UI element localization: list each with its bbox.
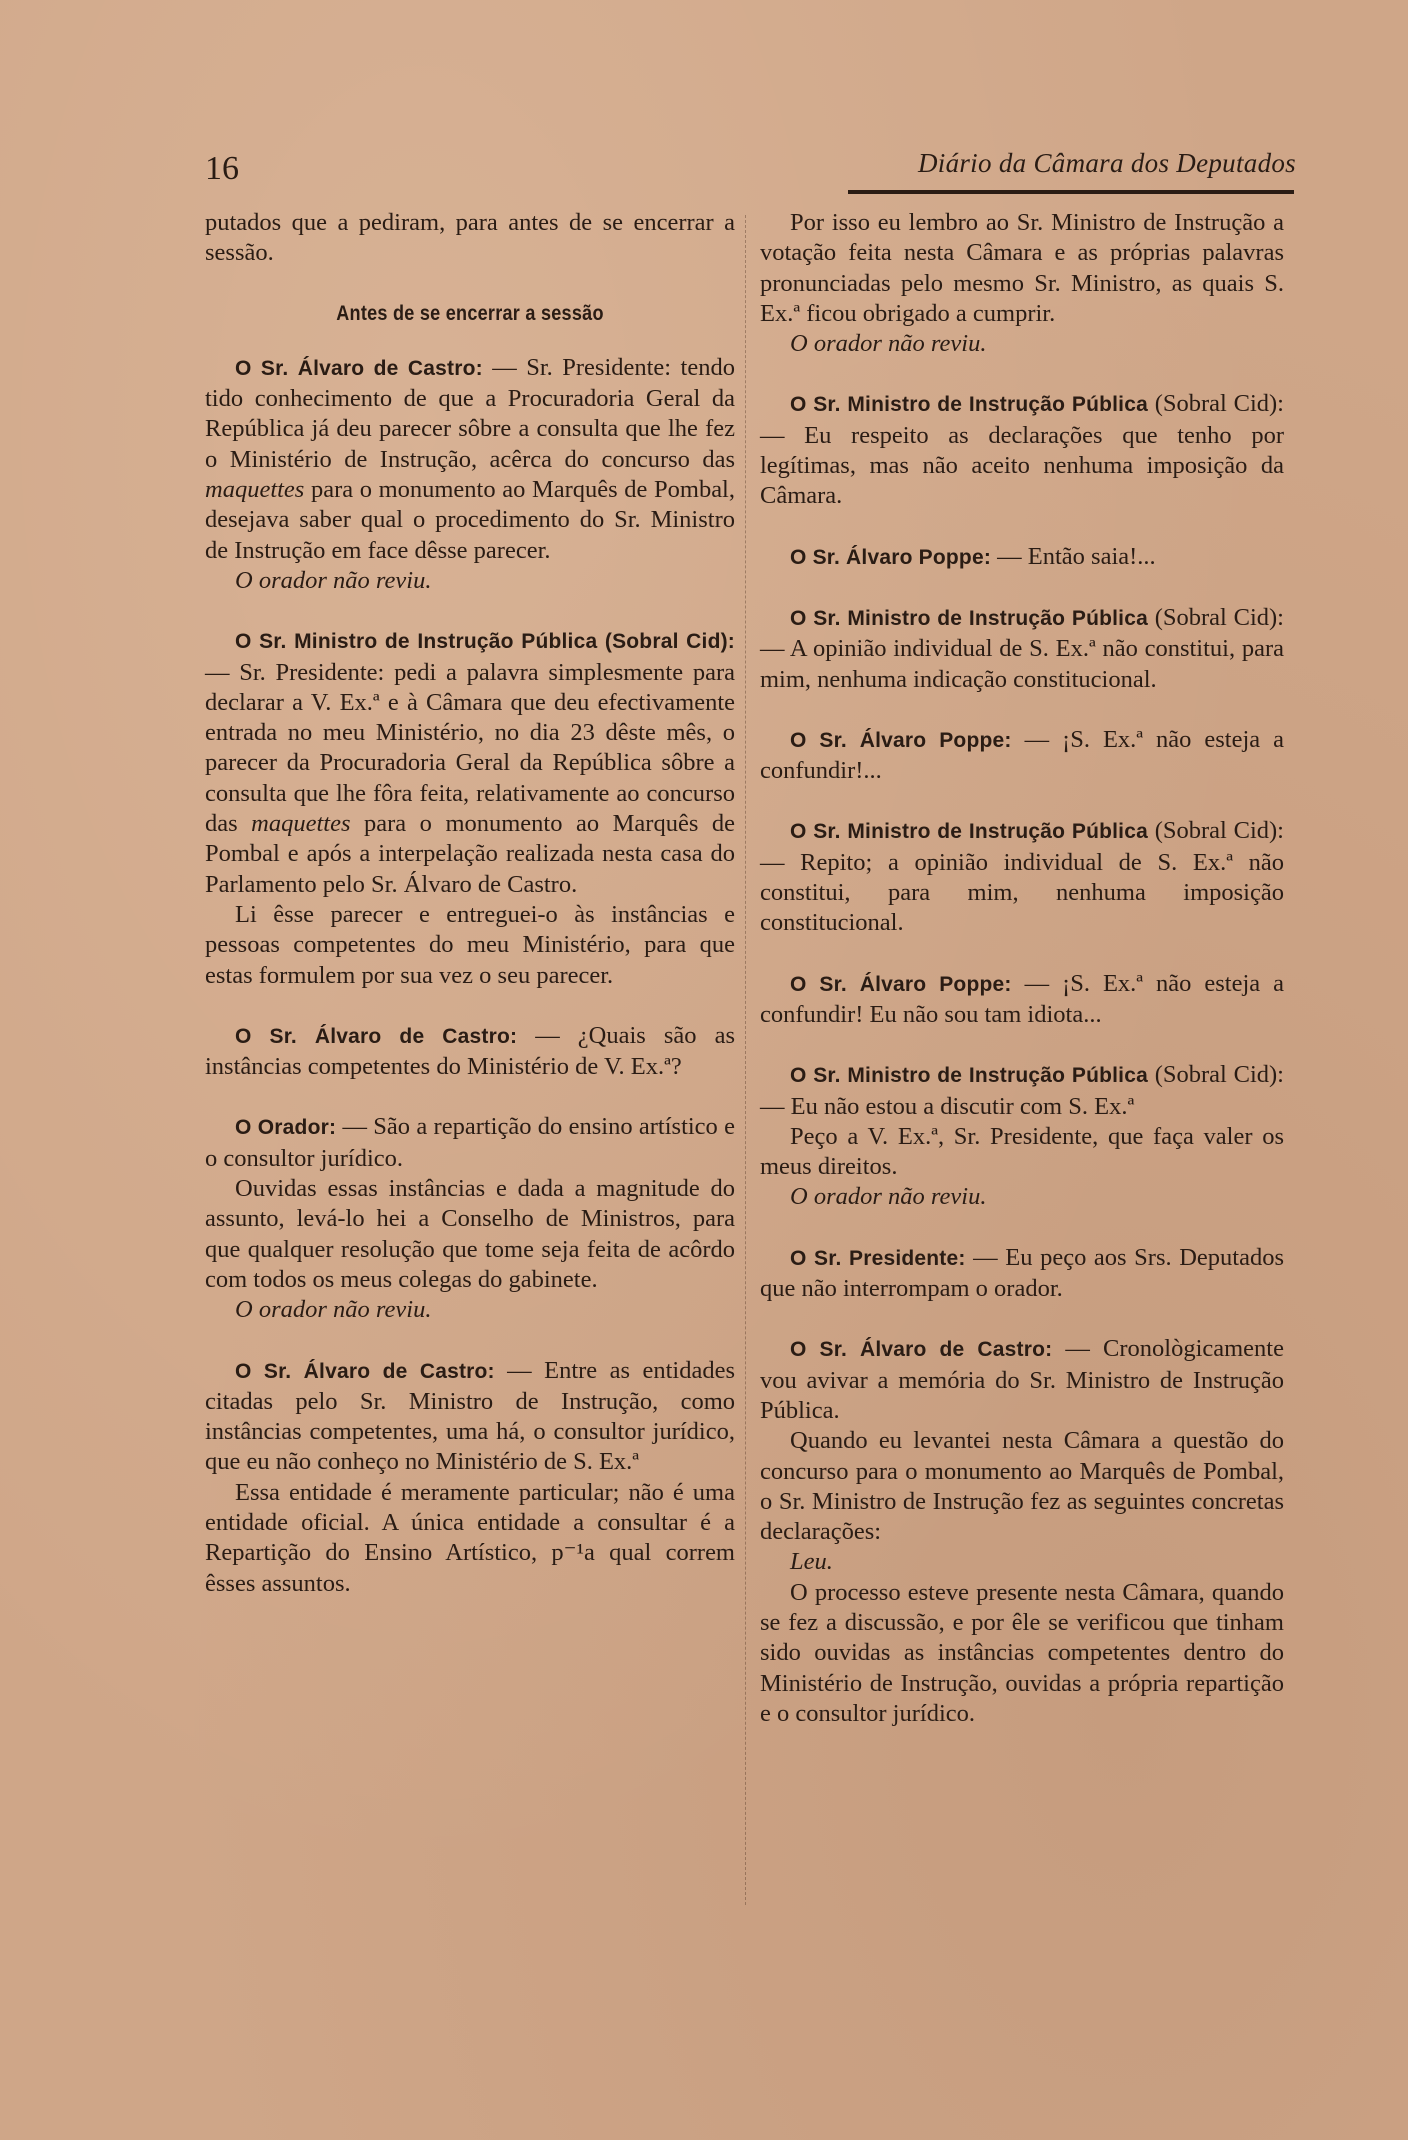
paragraph: putados que a pediram, para antes de se encerrar a sessão. xyxy=(205,209,735,267)
italic-term: maquettes xyxy=(251,810,351,838)
paragraph xyxy=(205,1356,735,1478)
speaker-name: O Sr. Ministro de Instrução Pública xyxy=(790,606,1148,630)
editorial-note: O orador não reviu. xyxy=(235,1296,432,1324)
paragraph xyxy=(760,816,1284,938)
speaker-name: O Sr. Álvaro de Castro: xyxy=(790,1338,1053,1362)
paragraph: O processo esteve presente nesta Câmara, quando se fez a discussão, e por êle se verificou que tinham sido ouvidas as instâncias competentes dentro do Ministério de Instrução, ouvidas a própria repartição e o consultor jurídico. xyxy=(760,1578,1284,1727)
speech-text: — São a repartição do ensino artístico e o consultor jurídico. xyxy=(205,1113,735,1172)
italic-term: maquettes xyxy=(205,476,305,504)
speech-text: — Cronològicamente vou avivar a memória do Sr. Ministro de Instrução Pública. xyxy=(760,1335,1284,1424)
speaker-name: O Sr. Álvaro de Castro: xyxy=(235,356,483,380)
header-rule xyxy=(848,190,1294,194)
left-column xyxy=(205,208,735,1599)
right-column xyxy=(760,208,1284,1729)
paragraph xyxy=(760,542,1284,573)
speech-text: para o monumento ao Marquês de Pombal e após a interpelação realizada nesta casa do Parlamento pelo Sr. Álvaro de Castro. xyxy=(205,810,735,898)
paragraph xyxy=(760,603,1284,695)
speech-text: — Entre as entidades citadas pelo Sr. Ministro de Instrução, como instâncias competentes, uma há, o consultor jurídico, que eu não conheço no Ministério de S. Ex.ª xyxy=(205,1356,735,1476)
paragraph xyxy=(205,353,735,566)
paragraph: Essa entidade é meramente particular; não é uma entidade oficial. A única entidade a consultar é a Repartição do Ensino Artístico, p⁻¹a qual correm êsses assuntos. xyxy=(205,1478,735,1597)
paragraph xyxy=(205,1112,735,1174)
paragraph: Ouvidas essas instâncias e dada a magnitude do assunto, levá-lo hei a Conselho de Ministros, para que qualquer resolução que tome seja feita de acôrdo com todos os meus colegas do gabinete. xyxy=(205,1175,735,1293)
editorial-note: Leu. xyxy=(790,1548,833,1576)
paragraph xyxy=(760,725,1284,787)
speaker-name: O Sr. Álvaro Poppe: xyxy=(790,728,1012,752)
speech-text: — Sr. Presidente: tendo tido conhecimento de que a Procuradoria Geral da República já deu parecer sôbre a consulta que lhe fez o Ministério de Instrução, acêrca do concurso das xyxy=(205,353,735,473)
speech-text: (Sobral Cid): — A opinião individual de S. Ex.ª não constitui, para mim, nenhuma indicação constitucional. xyxy=(760,603,1284,693)
speaker-name: O Sr. Ministro de Instrução Pública xyxy=(790,393,1148,417)
paragraph xyxy=(205,1021,735,1083)
page-number: 16 xyxy=(205,150,239,187)
speech-text: — ¡S. Ex.ª não esteja a confundir! Eu não sou tam idiota... xyxy=(760,969,1285,1028)
speech-text: — Eu peço aos Srs. Deputados que não interrompam o orador. xyxy=(760,1243,1284,1303)
speech-text: — Sr. Presidente: pedi a palavra simplesmente para declarar a V. Ex.ª e à Câmara que deu efectivamente entrada no meu Ministério, no dia 23 dêste mês, o parecer da Procuradoria Geral da República sôbre a consulta que lhe fôra feita, relativamente ao concurso das xyxy=(205,658,735,838)
paragraph: Li êsse parecer e entreguei-o às instâncias e pessoas competentes do meu Ministério, para que estas formulem por sua vez o seu parecer. xyxy=(205,900,735,989)
speech-text: — ¿Quais são as instâncias competentes do Ministério de V. Ex.ª? xyxy=(205,1021,735,1081)
paragraph xyxy=(205,626,735,900)
paragraph: Peço a V. Ex.ª, Sr. Presidente, que faça valer os meus direitos. xyxy=(760,1122,1284,1181)
paragraph xyxy=(760,1243,1284,1305)
speech-text: — Então saia!... xyxy=(991,542,1156,570)
speech-text: (Sobral Cid): — Repito; a opinião individual de S. Ex.ª não constitui, para mim, nenhuma imposição constitucional. xyxy=(760,817,1284,937)
editorial-note: O orador não reviu. xyxy=(790,1183,987,1211)
speech-text: (Sobral Cid): — Eu não estou a discutir com S. Ex.ª xyxy=(760,1061,1284,1120)
editorial-note: O orador não reviu. xyxy=(235,566,432,594)
paragraph: Quando eu levantei nesta Câmara a questão do concurso para o monumento ao Marquês de Pombal, o Sr. Ministro de Instrução fez as seguintes concretas declarações: xyxy=(760,1427,1284,1546)
speaker-name: O Sr. Ministro de Instrução Pública xyxy=(790,1064,1148,1088)
speaker-name: O Orador: xyxy=(235,1116,337,1140)
paragraph xyxy=(760,389,1284,511)
section-heading: Antes de se encerrar a sessão xyxy=(336,301,604,325)
column-divider xyxy=(745,215,746,1905)
speaker-name: O Sr. Álvaro Poppe: xyxy=(790,972,1012,996)
running-title: Diário da Câmara dos Deputados xyxy=(917,148,1296,178)
speaker-name: O Sr. Álvaro de Castro: xyxy=(235,1024,518,1048)
editorial-note: O orador não reviu. xyxy=(790,330,987,358)
paragraph xyxy=(760,1060,1284,1122)
speaker-name: O Sr. Álvaro de Castro: xyxy=(235,1359,495,1383)
speech-text: — ¡S. Ex.ª não esteja a confundir!... xyxy=(760,725,1285,785)
speech-text: para o monumento ao Marquês de Pombal, desejava saber qual o procedimento do Sr. Ministro de Instrução em face dêsse parecer. xyxy=(205,476,735,564)
paragraph: Por isso eu lembro ao Sr. Ministro de Instrução a votação feita nesta Câmara e as próprias palavras pronunciadas pelo mesmo Sr. Ministro, as quais S. Ex.ª ficou obrigado a cumprir. xyxy=(760,209,1284,327)
speaker-name: O Sr. Álvaro Poppe: xyxy=(790,545,992,569)
speaker-name: O Sr. Ministro de Instrução Pública (Sobral Cid): xyxy=(235,630,735,654)
speaker-name: O Sr. Ministro de Instrução Pública xyxy=(790,820,1148,844)
paragraph xyxy=(760,969,1284,1031)
speech-text: (Sobral Cid): — Eu respeito as declarações que tenho por legítimas, mas não aceito nenhuma imposição da Câmara. xyxy=(760,390,1284,510)
speaker-name: O Sr. Presidente: xyxy=(790,1246,966,1270)
paragraph xyxy=(760,1334,1284,1426)
